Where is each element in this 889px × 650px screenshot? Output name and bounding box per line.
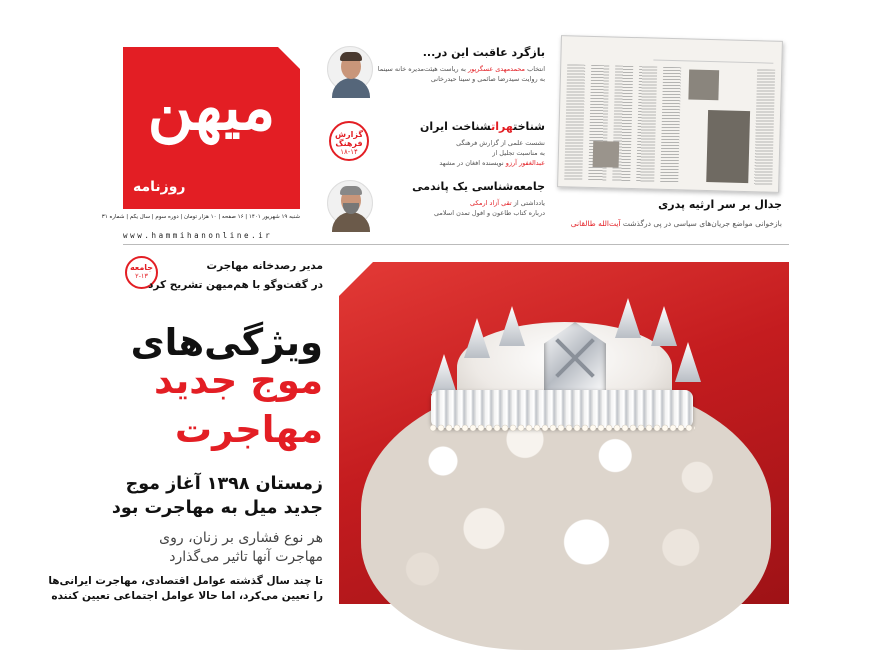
teaser-title: جامعه‌شناسی یک پاندمی (412, 180, 545, 193)
thumbnail-photo (593, 141, 620, 168)
logo-subtitle: روزنامه (133, 179, 186, 195)
crown-pearls (429, 424, 695, 432)
logo-text: میهن (147, 71, 276, 144)
feature-page-thumbnail[interactable] (557, 35, 783, 193)
badge-pages: ۱۸-۱۴ (340, 148, 358, 156)
teaser-line: انتخاب محمدمهدی عسگرپور به ریاست هیئت‌مدیره خانه سینما (377, 65, 545, 73)
logo-corner-fold (278, 47, 300, 69)
crown-band (431, 390, 693, 428)
teaser-line: به روایت سیدرضا صائمی و سینا حیدرخانی (430, 75, 545, 83)
crown-spike (615, 298, 641, 338)
thumbnail-photo (706, 110, 750, 183)
story-body: را تعیین می‌کرد، اما حالا عوامل اجتماعی تعیین کننده (51, 590, 323, 602)
story-kicker: در گفت‌وگو با هم‌میهن تشریح کرد (148, 279, 323, 291)
teaser-line: به مناسبت تجلیل از (492, 149, 545, 157)
story-deck: مهاجرت آنها تاثیر می‌گذارد (169, 549, 323, 565)
story-body: تا چند سال گذشته عوامل اقتصادی، مهاجرت ایرانی‌ها (48, 575, 323, 587)
story-subheadline: زمستان ۱۳۹۸ آغاز موج (125, 474, 323, 494)
thumbnail-column (754, 69, 775, 185)
teaser-title: شناختهراتشناخت ایران (420, 120, 545, 133)
teaser-person: عبدالغفور آرزو (505, 159, 545, 167)
story-deck: هر نوع فشاری بر زنان، روی (159, 530, 323, 546)
newspaper-logo[interactable] (123, 47, 300, 209)
story-subheadline: جدید میل به مهاجرت بود (111, 498, 323, 518)
crown-photo[interactable] (339, 262, 789, 604)
teaser-line: درباره کتاب طاعون و افول تمدن اسلامی (434, 209, 545, 217)
thumbnail-column (564, 64, 585, 180)
thumbnail-headline-bar (653, 47, 773, 64)
teaser-herat[interactable] (327, 120, 545, 170)
teaser-person: تقی آزاد ارمکی (469, 199, 512, 207)
thumbnail-column (660, 67, 681, 183)
crown-spike (431, 354, 457, 394)
story-headline: موج جدید (154, 359, 323, 402)
section-pages: ۲-۱۳ (135, 272, 148, 280)
portrait-avatar-icon (327, 180, 373, 226)
section-word: جامعه (129, 263, 154, 272)
teaser-line: نشست علمی از گزارش فرهنگی (456, 139, 545, 147)
story-kicker: مدیر رصدخانه مهاجرت (206, 260, 323, 272)
teaser-person: محمدمهدی عسگرپور (467, 65, 526, 73)
crown-spike (651, 306, 677, 346)
photo-corner-fold (339, 262, 373, 296)
teaser-title: بازگرد عاقبت این در... (422, 46, 545, 59)
feature-description: بازخوانی مواضع جریان‌های سیاسی در پی درگذشت آیت‌الله طالقانی (570, 219, 782, 228)
teaser-cinema[interactable] (327, 46, 545, 96)
teaser-pandemic[interactable] (327, 180, 545, 230)
masthead-divider (123, 244, 789, 245)
teaser-line: عبدالغفور آرزو نویسنده افغان در مشهد (439, 159, 545, 167)
teaser-line: یادداشتی از تقی آزاد ارمکی (469, 199, 545, 207)
feature-person: آیت‌الله طالقانی (570, 219, 621, 228)
report-badge-icon (329, 121, 369, 161)
badge-word: گزارش فرهنگ (334, 130, 363, 148)
dateline: شنبه ۱۹ شهریور ۱۴۰۱ | ۱۶ صفحه | ۱۰ هزار تومان | دوره سوم | سال یکم | شماره ۳۱ (101, 214, 300, 220)
website-url[interactable]: www.hammihanonline.ir (123, 231, 273, 240)
story-headline: ویژگی‌های (130, 321, 323, 364)
crown-spike (675, 342, 701, 382)
portrait-avatar-icon (327, 46, 373, 92)
feature-title[interactable]: جدال بر سر ارثیه پدری (658, 198, 782, 211)
thumbnail-column (636, 66, 657, 182)
thumbnail-photo (688, 69, 719, 100)
story-headline: مهاجرت (174, 408, 323, 451)
